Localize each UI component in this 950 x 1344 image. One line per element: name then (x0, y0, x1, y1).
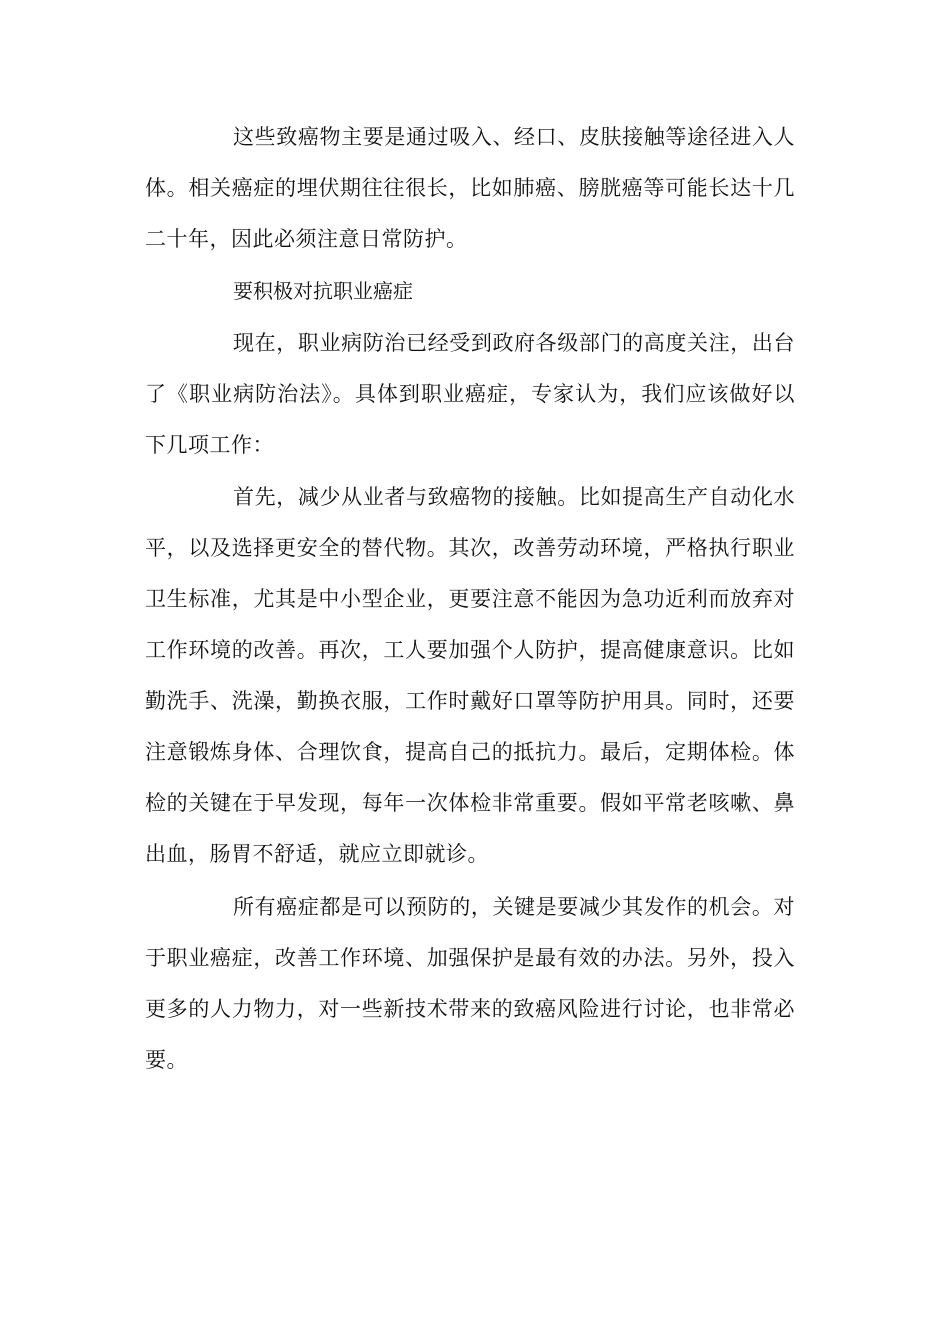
paragraph-measures: 首先，减少从业者与致癌物的接触。比如提高生产自动化水平，以及选择更安全的替代物。其次，改善劳动环境，严格执行职业卫生标准，尤其是中小型企业，更要注意不能因为急功近利而放弃对工作环境的改善。再次，工人要加强个人防护，提高健康意识。比如勤洗手、洗澡，勤换衣服，工作时戴好口罩等防护用具。同时，还要注意锻炼身体、合理饮食，提高自己的抵抗力。最后，定期体检。体检的关键在于早发现，每年一次体检非常重要。假如平常老咳嗽、鼻出血，肠胃不舒适，就应立即就诊。 (145, 485, 795, 866)
paragraph-prevention: 所有癌症都是可以预防的，关键是要减少其发作的机会。对于职业癌症，改善工作环境、加强保护是最有效的办法。另外，投入更多的人力物力，对一些新技术带来的致癌风险进行讨论，也非常必要。 (145, 895, 795, 1072)
paragraph-exposure-routes: 这些致癌物主要是通过吸入、经口、皮肤接触等途径进入人体。相关癌症的埋伏期往往很长，比如肺癌、膀胱癌等可能长达十几二十年，因此必须注意日常防护。 (145, 125, 795, 251)
paragraph-policy: 现在，职业病防治已经受到政府各级部门的高度关注，出台了《职业病防治法》。具体到职业癌症，专家认为，我们应该做好以下几项工作： (145, 331, 795, 457)
section-heading: 要积极对抗职业癌症 (233, 279, 413, 303)
